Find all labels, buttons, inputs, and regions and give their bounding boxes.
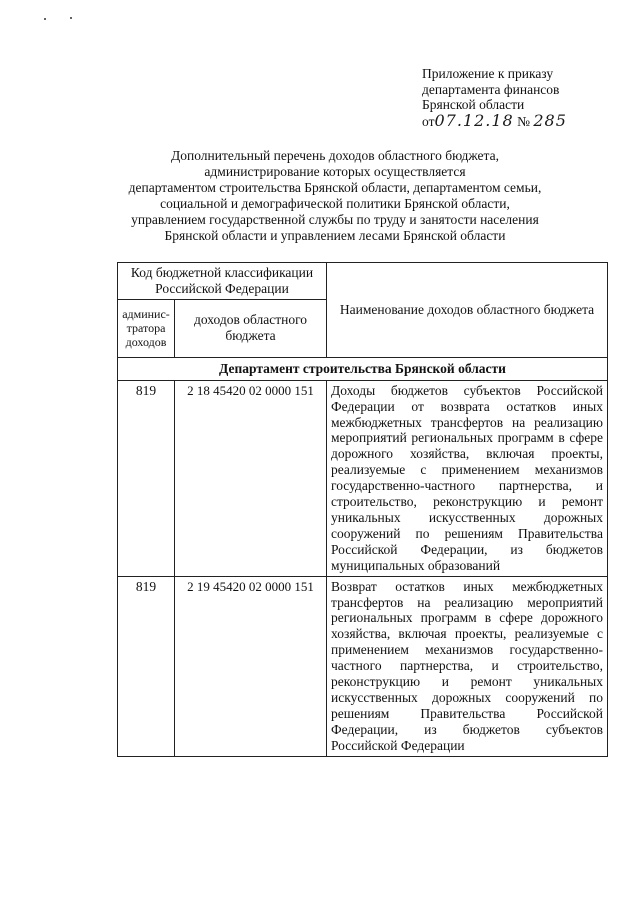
income-code-cell: 2 18 45420 02 0000 151 (175, 380, 327, 576)
admin-code-cell: 819 (118, 576, 175, 756)
handwritten-date: 07.12.18 (434, 110, 514, 130)
scan-speck (70, 17, 72, 19)
income-table (117, 262, 608, 757)
scan-speck (44, 18, 46, 20)
appendix-block (422, 66, 622, 129)
heading-line: управлением государственной службы по труду и занятости населения (131, 212, 539, 227)
appendix-line: департамента финансов (422, 81, 560, 97)
section-title: Департамент строительства Брянской области (118, 357, 608, 380)
header-classification-code: Код бюджетной классификации Российской Федерации (118, 263, 327, 300)
table-row (118, 380, 608, 576)
income-name-cell: Возврат остатков иных межбюджетных трансфертов на реализацию мероприятий региональных программ в сфере дорожного хозяйства, включая проекты, реализуемые с применением механизмов государственно-частного партнерства, и строительство, реконструкцию и ремонт уникальных искусственных дорожных сооружений по решениям Правительства Российской Федерации, из бюджетов субъектов Российской Федерации (327, 576, 608, 756)
appendix-date-line (422, 110, 622, 130)
admin-code-cell: 819 (118, 380, 175, 576)
header-income-name: Наименование доходов областного бюджета (327, 263, 608, 358)
heading-line: администрирование которых осуществляется (204, 164, 466, 179)
income-code-cell: 2 19 45420 02 0000 151 (175, 576, 327, 756)
heading-line: социальной и демографической политики Брянской области, (160, 196, 510, 211)
handwritten-number: 285 (533, 110, 567, 130)
heading-line: Дополнительный перечень доходов областного бюджета, (171, 148, 499, 163)
table-row (118, 576, 608, 756)
heading-line: департаментом строительства Брянской области, департаментом семьи, (128, 180, 542, 195)
appendix-line: Брянской области (422, 97, 525, 112)
number-sign: № (517, 113, 530, 129)
appendix-line: Приложение к приказу (422, 66, 554, 81)
heading-line: Брянской области и управлением лесами Брянской области (164, 228, 506, 243)
income-name-cell: Доходы бюджетов субъектов Российской Федерации от возврата остатков иных межбюджетных трансфертов на реализацию мероприятий региональных программ в сфере дорожного хозяйства, включая проекты, реализуемые с применением механизмов государственно-частного партнерства, и строительство, реконструкцию и ремонт уникальных искусственных дорожных сооружений по решениям Правительства Российской Федерации, из бюджетов муниципальных образований (327, 380, 608, 576)
document-heading (120, 148, 550, 244)
header-income-code: доходов областного бюджета (175, 299, 327, 357)
header-admin: админис-тратора доходов (118, 299, 175, 357)
date-prefix: от (422, 113, 435, 129)
